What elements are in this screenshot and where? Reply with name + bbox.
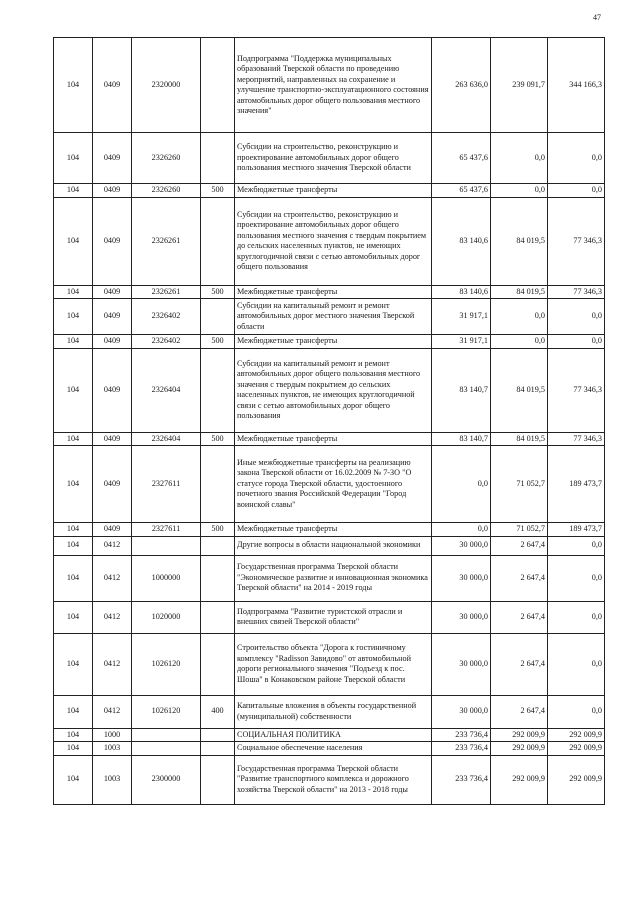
cell-ved: 104	[54, 299, 93, 335]
table-row	[54, 432, 605, 446]
cell-amount-3: 77 346,3	[548, 348, 605, 432]
cell-ved: 104	[54, 197, 93, 285]
cell-section: 1000	[93, 728, 132, 742]
cell-amount-3: 0,0	[548, 633, 605, 695]
cell-section: 0412	[93, 695, 132, 728]
cell-amount-3: 0,0	[548, 695, 605, 728]
cell-section: 0409	[93, 38, 132, 133]
cell-expense-type	[201, 299, 235, 335]
cell-ved: 104	[54, 446, 93, 523]
cell-ved: 104	[54, 133, 93, 184]
cell-name: Межбюджетные трансферты	[235, 523, 432, 537]
cell-amount-1: 30 000,0	[432, 555, 491, 601]
cell-section: 0409	[93, 335, 132, 349]
cell-name: Строительство объекта "Дорога к гостиничному комплексу "Radisson Завидово" от автомобильной дороги регионального значения "Подъезд к пос. Шоша" в Конаковском районе Тверской области	[235, 633, 432, 695]
cell-name: Межбюджетные трансферты	[235, 335, 432, 349]
cell-section: 0409	[93, 299, 132, 335]
cell-expense-type	[201, 536, 235, 555]
cell-amount-3: 344 166,3	[548, 38, 605, 133]
cell-amount-2: 84 019,5	[491, 432, 548, 446]
cell-target-article: 2320000	[132, 38, 201, 133]
cell-amount-3: 0,0	[548, 536, 605, 555]
cell-expense-type	[201, 755, 235, 804]
cell-expense-type	[201, 446, 235, 523]
cell-target-article: 1000000	[132, 555, 201, 601]
cell-section: 0412	[93, 633, 132, 695]
cell-target-article	[132, 742, 201, 756]
cell-expense-type	[201, 197, 235, 285]
cell-ved: 104	[54, 755, 93, 804]
cell-section: 0412	[93, 555, 132, 601]
cell-target-article: 2300000	[132, 755, 201, 804]
cell-target-article: 2326260	[132, 133, 201, 184]
table-row	[54, 335, 605, 349]
cell-amount-1: 83 140,7	[432, 432, 491, 446]
budget-table	[53, 37, 605, 805]
cell-amount-3: 292 009,9	[548, 742, 605, 756]
cell-section: 0409	[93, 446, 132, 523]
cell-amount-1: 0,0	[432, 523, 491, 537]
table-row	[54, 755, 605, 804]
cell-amount-3: 0,0	[548, 335, 605, 349]
cell-amount-3: 189 473,7	[548, 523, 605, 537]
cell-name: Субсидии на капитальный ремонт и ремонт автомобильных дорог общего пользования местного значения с твердым покрытием до сельских населенных пунктов, не имеющих круглогодичной связи с сетью автомобильных дорог общего пользования	[235, 348, 432, 432]
cell-amount-3: 0,0	[548, 184, 605, 198]
cell-amount-3: 0,0	[548, 299, 605, 335]
cell-target-article: 2326261	[132, 285, 201, 299]
cell-section: 0409	[93, 285, 132, 299]
cell-expense-type: 400	[201, 695, 235, 728]
cell-expense-type: 500	[201, 432, 235, 446]
cell-amount-1: 233 736,4	[432, 728, 491, 742]
cell-amount-1: 31 917,1	[432, 299, 491, 335]
table-row	[54, 555, 605, 601]
cell-target-article	[132, 728, 201, 742]
cell-name: Подпрограмма "Развитие туристской отрасли и внешних связей Тверской области"	[235, 601, 432, 633]
cell-name: Социальное обеспечение населения	[235, 742, 432, 756]
cell-amount-1: 0,0	[432, 446, 491, 523]
cell-amount-1: 233 736,4	[432, 755, 491, 804]
cell-section: 0409	[93, 432, 132, 446]
cell-amount-2: 0,0	[491, 133, 548, 184]
cell-amount-3: 292 009,9	[548, 755, 605, 804]
cell-section: 1003	[93, 742, 132, 756]
cell-section: 0412	[93, 536, 132, 555]
cell-section: 1003	[93, 755, 132, 804]
cell-name: СОЦИАЛЬНАЯ ПОЛИТИКА	[235, 728, 432, 742]
cell-target-article: 1020000	[132, 601, 201, 633]
cell-section: 0409	[93, 523, 132, 537]
cell-name: Субсидии на строительство, реконструкцию и проектирование автомобильных дорог общего пользования местного значения с твердым покрытием до сельских населенных пунктов, не имеющих круглогодичной связи с сетью автомобильных дорог общего пользования	[235, 197, 432, 285]
cell-amount-3: 0,0	[548, 601, 605, 633]
cell-name: Государственная программа Тверской области "Экономическое развитие и инновационная экономика Тверской области" на 2014 - 2019 годы	[235, 555, 432, 601]
table-row	[54, 285, 605, 299]
cell-amount-1: 30 000,0	[432, 536, 491, 555]
table-row	[54, 601, 605, 633]
cell-target-article: 1026120	[132, 695, 201, 728]
table-body	[54, 38, 605, 805]
table-row	[54, 348, 605, 432]
cell-amount-1: 263 636,0	[432, 38, 491, 133]
cell-expense-type	[201, 728, 235, 742]
cell-ved: 104	[54, 728, 93, 742]
cell-ved: 104	[54, 601, 93, 633]
cell-amount-2: 239 091,7	[491, 38, 548, 133]
cell-amount-1: 30 000,0	[432, 601, 491, 633]
cell-expense-type	[201, 348, 235, 432]
cell-ved: 104	[54, 536, 93, 555]
cell-amount-2: 2 647,4	[491, 536, 548, 555]
cell-amount-2: 2 647,4	[491, 633, 548, 695]
table-row	[54, 133, 605, 184]
table-row	[54, 446, 605, 523]
cell-amount-1: 30 000,0	[432, 695, 491, 728]
cell-amount-2: 84 019,5	[491, 197, 548, 285]
cell-amount-2: 0,0	[491, 335, 548, 349]
cell-expense-type	[201, 601, 235, 633]
cell-amount-2: 2 647,4	[491, 695, 548, 728]
cell-section: 0409	[93, 348, 132, 432]
cell-expense-type: 500	[201, 184, 235, 198]
cell-target-article: 2326404	[132, 348, 201, 432]
cell-ved: 104	[54, 285, 93, 299]
cell-amount-2: 2 647,4	[491, 555, 548, 601]
cell-target-article: 2327611	[132, 446, 201, 523]
page-number: 47	[593, 13, 601, 22]
cell-amount-1: 65 437,6	[432, 184, 491, 198]
cell-ved: 104	[54, 555, 93, 601]
cell-ved: 104	[54, 742, 93, 756]
cell-section: 0412	[93, 601, 132, 633]
table-row	[54, 38, 605, 133]
cell-target-article: 1026120	[132, 633, 201, 695]
cell-expense-type: 500	[201, 335, 235, 349]
cell-target-article: 2326260	[132, 184, 201, 198]
cell-amount-3: 0,0	[548, 133, 605, 184]
cell-name: Подпрограмма "Поддержка муниципальных образований Тверской области по проведению мероприятий, направленных на сохранение и улучшение транспортно-эксплуатационного состояния автомобильных дорог общего пользования местного значения"	[235, 38, 432, 133]
cell-amount-3: 189 473,7	[548, 446, 605, 523]
cell-name: Капитальные вложения в объекты государственной (муниципальной) собственности	[235, 695, 432, 728]
cell-ved: 104	[54, 348, 93, 432]
cell-ved: 104	[54, 38, 93, 133]
cell-name: Государственная программа Тверской области "Развитие транспортного комплекса и дорожного хозяйства Тверской области" на 2013 - 2018 годы	[235, 755, 432, 804]
cell-expense-type: 500	[201, 523, 235, 537]
cell-target-article: 2326404	[132, 432, 201, 446]
cell-amount-2: 292 009,9	[491, 728, 548, 742]
cell-amount-1: 83 140,6	[432, 285, 491, 299]
cell-expense-type	[201, 742, 235, 756]
cell-ved: 104	[54, 523, 93, 537]
cell-expense-type	[201, 38, 235, 133]
cell-expense-type	[201, 633, 235, 695]
cell-target-article: 2326402	[132, 335, 201, 349]
cell-ved: 104	[54, 432, 93, 446]
cell-name: Субсидии на капитальный ремонт и ремонт автомобильных дорог местного значения Тверской области	[235, 299, 432, 335]
cell-section: 0409	[93, 197, 132, 285]
cell-amount-3: 77 346,3	[548, 197, 605, 285]
cell-expense-type: 500	[201, 285, 235, 299]
cell-amount-2: 0,0	[491, 184, 548, 198]
cell-section: 0409	[93, 184, 132, 198]
table-row	[54, 695, 605, 728]
cell-ved: 104	[54, 184, 93, 198]
cell-amount-2: 2 647,4	[491, 601, 548, 633]
cell-name: Межбюджетные трансферты	[235, 184, 432, 198]
cell-amount-2: 0,0	[491, 299, 548, 335]
cell-name: Субсидии на строительство, реконструкцию и проектирование автомобильных дорог общего пользования местного значения Тверской области	[235, 133, 432, 184]
cell-amount-2: 84 019,5	[491, 285, 548, 299]
table-row	[54, 728, 605, 742]
table-row	[54, 197, 605, 285]
cell-amount-3: 0,0	[548, 555, 605, 601]
cell-amount-2: 71 052,7	[491, 446, 548, 523]
cell-amount-1: 83 140,7	[432, 348, 491, 432]
cell-amount-1: 233 736,4	[432, 742, 491, 756]
table-row	[54, 184, 605, 198]
cell-name: Межбюджетные трансферты	[235, 285, 432, 299]
cell-ved: 104	[54, 633, 93, 695]
cell-target-article: 2327611	[132, 523, 201, 537]
cell-expense-type	[201, 133, 235, 184]
table-row	[54, 536, 605, 555]
cell-ved: 104	[54, 695, 93, 728]
cell-amount-3: 77 346,3	[548, 285, 605, 299]
cell-amount-2: 292 009,9	[491, 755, 548, 804]
cell-target-article: 2326402	[132, 299, 201, 335]
cell-name: Другие вопросы в области национальной экономики	[235, 536, 432, 555]
cell-name: Иные межбюджетные трансферты на реализацию закона Тверской области от 16.02.2009 № 7-ЗО "О статусе города Тверской области, удостоенного почетного звания Российской Федерации "Город воинской славы"	[235, 446, 432, 523]
cell-amount-2: 84 019,5	[491, 348, 548, 432]
table-row	[54, 742, 605, 756]
cell-amount-1: 83 140,6	[432, 197, 491, 285]
cell-section: 0409	[93, 133, 132, 184]
table-row	[54, 633, 605, 695]
cell-amount-2: 71 052,7	[491, 523, 548, 537]
cell-name: Межбюджетные трансферты	[235, 432, 432, 446]
cell-amount-3: 292 009,9	[548, 728, 605, 742]
table-row	[54, 299, 605, 335]
cell-target-article: 2326261	[132, 197, 201, 285]
cell-amount-3: 77 346,3	[548, 432, 605, 446]
cell-amount-1: 65 437,6	[432, 133, 491, 184]
cell-target-article	[132, 536, 201, 555]
cell-amount-1: 31 917,1	[432, 335, 491, 349]
table-row	[54, 523, 605, 537]
cell-expense-type	[201, 555, 235, 601]
cell-amount-2: 292 009,9	[491, 742, 548, 756]
cell-amount-1: 30 000,0	[432, 633, 491, 695]
cell-ved: 104	[54, 335, 93, 349]
